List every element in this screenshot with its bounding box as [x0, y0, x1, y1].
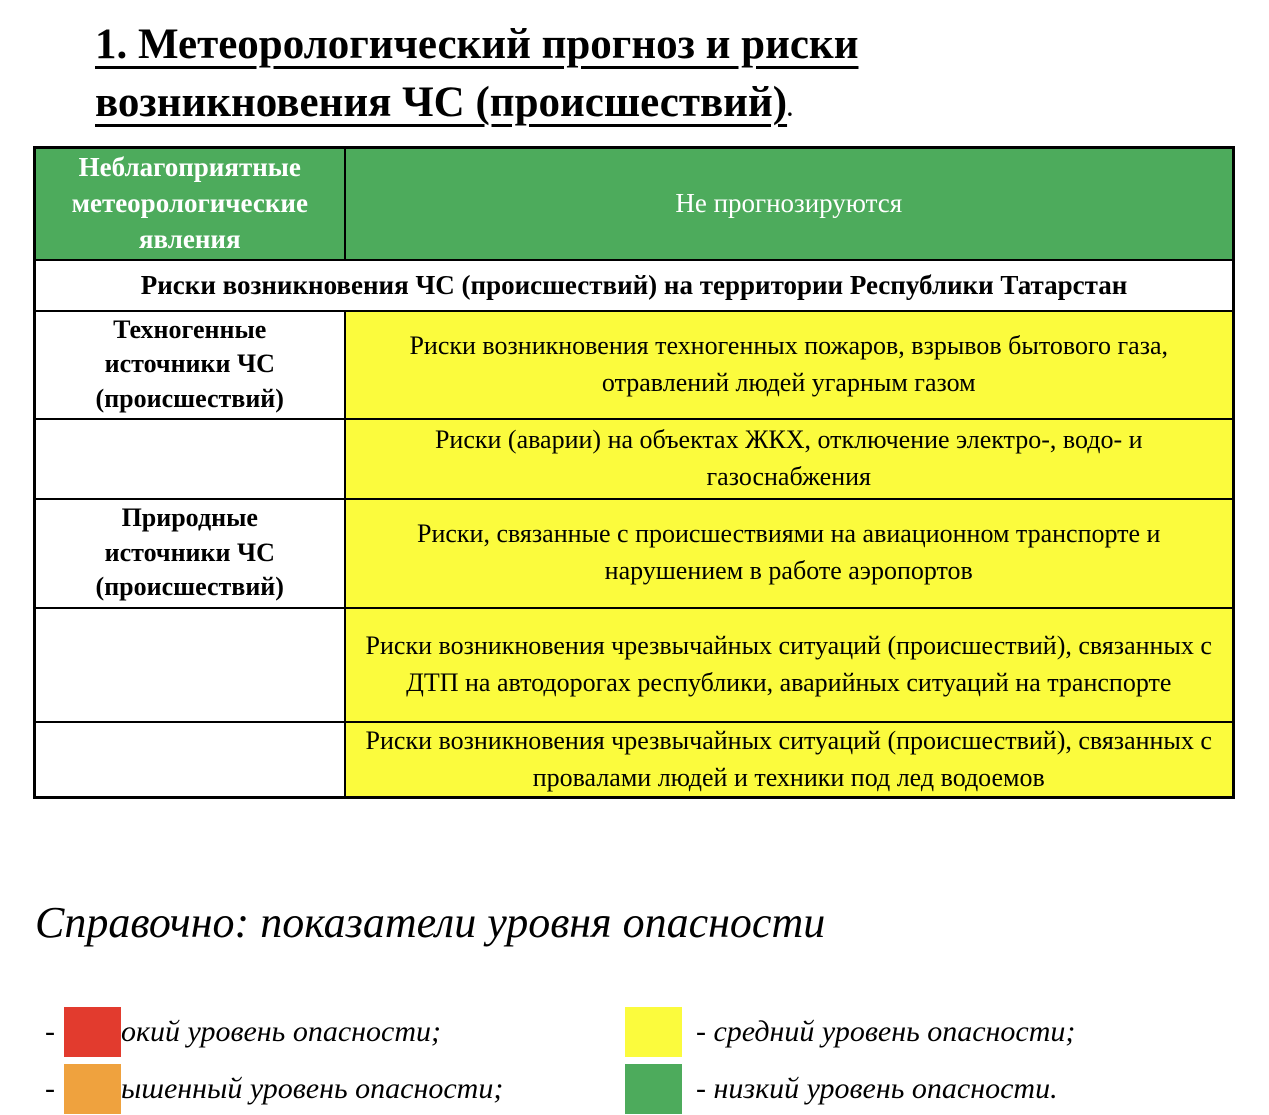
elevated-danger-swatch [64, 1064, 121, 1114]
table-row [35, 608, 1234, 722]
legend-item-low-danger [625, 1063, 1075, 1115]
legend-right-column [625, 1006, 1075, 1115]
source-cell-natural: Природные источники ЧС (происшествий) [35, 499, 345, 608]
page-title [95, 16, 1269, 132]
high-danger-swatch [64, 1007, 121, 1057]
risk-cell: Риски возникновения техногенных пожаров, взрывов бытового газа, отравлений людей угарным газом [345, 311, 1234, 419]
forecast-value-cell: Не прогнозируются [345, 148, 1234, 260]
medium-danger-swatch [625, 1007, 682, 1057]
low-danger-swatch [625, 1064, 682, 1114]
legend-label: - средний уровень опасности; [696, 1015, 1076, 1049]
legend-left-column [45, 1006, 625, 1115]
legend-label: окий уровень опасности; [121, 1015, 441, 1049]
legend-label: ышенный уровень опасности; [121, 1072, 504, 1106]
legend-item-elevated-danger [45, 1063, 625, 1115]
source-cell-empty [35, 419, 345, 499]
legend-dash: - [45, 1072, 55, 1106]
legend-item-medium-danger [625, 1006, 1075, 1058]
source-cell-empty [35, 608, 345, 722]
table-row [35, 419, 1234, 499]
page-title-line2: возникновения ЧС (происшествий) [95, 79, 788, 127]
legend-dash: - [45, 1015, 55, 1049]
table-row [35, 311, 1234, 419]
source-cell-empty [35, 722, 345, 798]
section-title-row [35, 260, 1234, 311]
risk-cell: Риски возникновения чрезвычайных ситуаций (происшествий), связанных с ДТП на автодорогах республики, аварийных ситуаций на транспорте [345, 608, 1234, 722]
risk-cell: Риски (аварии) на объектах ЖКХ, отключение электро-, водо- и газоснабжения [345, 419, 1234, 499]
unfavorable-weather-header-cell: Неблагоприятные метеорологические явления [35, 148, 345, 260]
legend-item-high-danger [45, 1006, 625, 1058]
table-header-row [35, 148, 1234, 260]
section-title-cell: Риски возникновения ЧС (происшествий) на территории Республики Татарстан [35, 260, 1234, 311]
risk-cell: Риски, связанные с происшествиями на авиационном транспорте и нарушением в работе аэропортов [345, 499, 1234, 608]
risk-forecast-table [33, 146, 1235, 799]
legend-label: - низкий уровень опасности. [696, 1072, 1058, 1106]
table-row [35, 499, 1234, 608]
source-cell-technogenic: Техногенные источники ЧС (происшествий) [35, 311, 345, 419]
table-row [35, 722, 1234, 798]
reference-heading: Справочно: показатели уровня опасности [35, 898, 826, 948]
page-title-line1: 1. Метеорологический прогноз и риски [95, 21, 859, 68]
page-title-line1-wrap [95, 16, 1269, 74]
page-title-line2-wrap [95, 74, 1269, 132]
danger-level-legend [45, 1006, 1269, 1115]
risk-cell: Риски возникновения чрезвычайных ситуаций (происшествий), связанных с провалами людей и техники под лед водоемов [345, 722, 1234, 798]
page-title-trailing-mark: . [787, 96, 793, 122]
